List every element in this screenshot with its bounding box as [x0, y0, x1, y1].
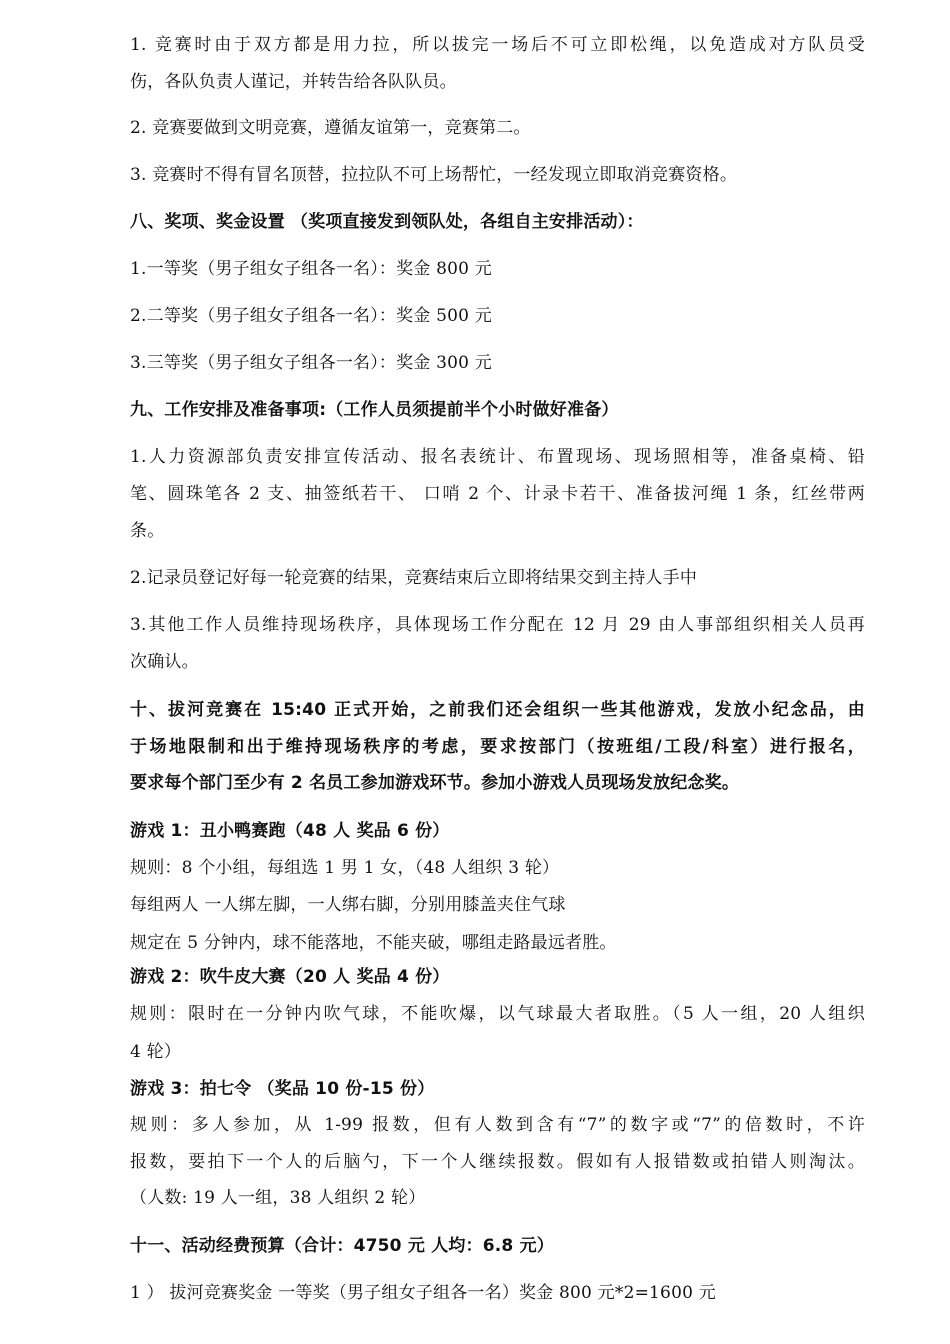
game-1-rule-1: 规则：8 个小组，每组选 1 男 1 女，（48 人组织 3 轮）: [130, 858, 560, 878]
budget-item-1: 1 ） 拔河竞赛奖金 一等奖（男子组女子组各一名）奖金 800 元*2=1600 元: [130, 1283, 716, 1303]
rule-item-3: 3. 竞赛时不得有冒名顶替，拉拉队不可上场帮忙，一经发现立即取消竞赛资格。: [130, 165, 738, 185]
game-2-title: 游戏 2：吹牛皮大赛（20 人 奖品 4 份）: [130, 967, 450, 987]
rule-item-1-line-1: 1. 竞赛时由于双方都是用力拉，所以拔完一场后不可立即松绳，以免造成对方队员受: [130, 35, 865, 55]
game-3-rule-line-2: 报数，要拍下一个人的后脑勺，下一个人继续报数。假如有人报错数或拍错人则淘汰。: [130, 1152, 865, 1172]
work-item-1-line-3: 条。: [130, 521, 165, 541]
prize-item-3: 3.三等奖（男子组女子组各一名）：奖金 300 元: [130, 353, 492, 373]
work-item-1-line-1: 1.人力资源部负责安排宣传活动、报名表统计、布置现场、现场照相等，准备桌椅、铅: [130, 447, 865, 467]
section-8-heading: 八、奖项、奖金设置 （奖项直接发到领队处，各组自主安排活动）：: [130, 212, 644, 232]
rule-item-2: 2. 竞赛要做到文明竞赛，遵循友谊第一，竞赛第二。: [130, 118, 531, 138]
section-10-line-3: 要求每个部门至少有 2 名员工参加游戏环节。参加小游戏人员现场发放纪念奖。: [130, 773, 740, 793]
section-10-line-2: 于场地限制和出于维持现场秩序的考虑，要求按部门（按班组/工段/科室）进行报名，: [130, 737, 865, 757]
work-item-3-line-1: 3.其他工作人员维持现场秩序，具体现场工作分配在 12 月 29 由人事部组织相关人员再: [130, 615, 865, 635]
work-item-3-line-2: 次确认。: [130, 652, 199, 672]
section-11-heading: 十一、活动经费预算（合计：4750 元 人均：6.8 元）: [130, 1236, 554, 1256]
section-9-heading: 九、工作安排及准备事项:（工作人员须提前半个小时做好准备）: [130, 400, 619, 420]
prize-item-2: 2.二等奖（男子组女子组各一名）：奖金 500 元: [130, 306, 492, 326]
game-2-rule-line-2: 4 轮）: [130, 1042, 182, 1062]
work-item-2: 2.记录员登记好每一轮竞赛的结果，竞赛结束后立即将结果交到主持人手中: [130, 568, 698, 588]
game-1-rule-3: 规定在 5 分钟内，球不能落地，不能夹破，哪组走路最远者胜。: [130, 933, 617, 953]
game-1-rule-2: 每组两人 一人绑左脚，一人绑右脚，分别用膝盖夹住气球: [130, 895, 566, 915]
game-3-rule-line-3: （人数: 19 人一组，38 人组织 2 轮）: [130, 1188, 426, 1208]
section-10-line-1: 十、拔河竞赛在 15:40 正式开始，之前我们还会组织一些其他游戏，发放小纪念品，由: [130, 700, 865, 720]
game-3-rule-line-1: 规则：多人参加，从 1-99 报数，但有人数到含有“7”的数字或“7”的倍数时，不许: [130, 1115, 865, 1135]
game-2-rule-line-1: 规则：限时在一分钟内吹气球，不能吹爆，以气球最大者取胜。（5 人一组，20 人组织: [130, 1004, 865, 1024]
prize-item-1: 1.一等奖（男子组女子组各一名）：奖金 800 元: [130, 259, 492, 279]
game-3-title: 游戏 3：拍七令 （奖品 10 份-15 份）: [130, 1079, 435, 1099]
work-item-1-line-2: 笔、圆珠笔各 2 支、抽签纸若干、 口哨 2 个、计录卡若干、准备拔河绳 1 条，红丝带两: [130, 484, 865, 504]
game-1-title: 游戏 1：丑小鸭赛跑（48 人 奖品 6 份）: [130, 821, 450, 841]
rule-item-1-line-2: 伤，各队负责人谨记，并转告给各队队员。: [130, 72, 457, 92]
